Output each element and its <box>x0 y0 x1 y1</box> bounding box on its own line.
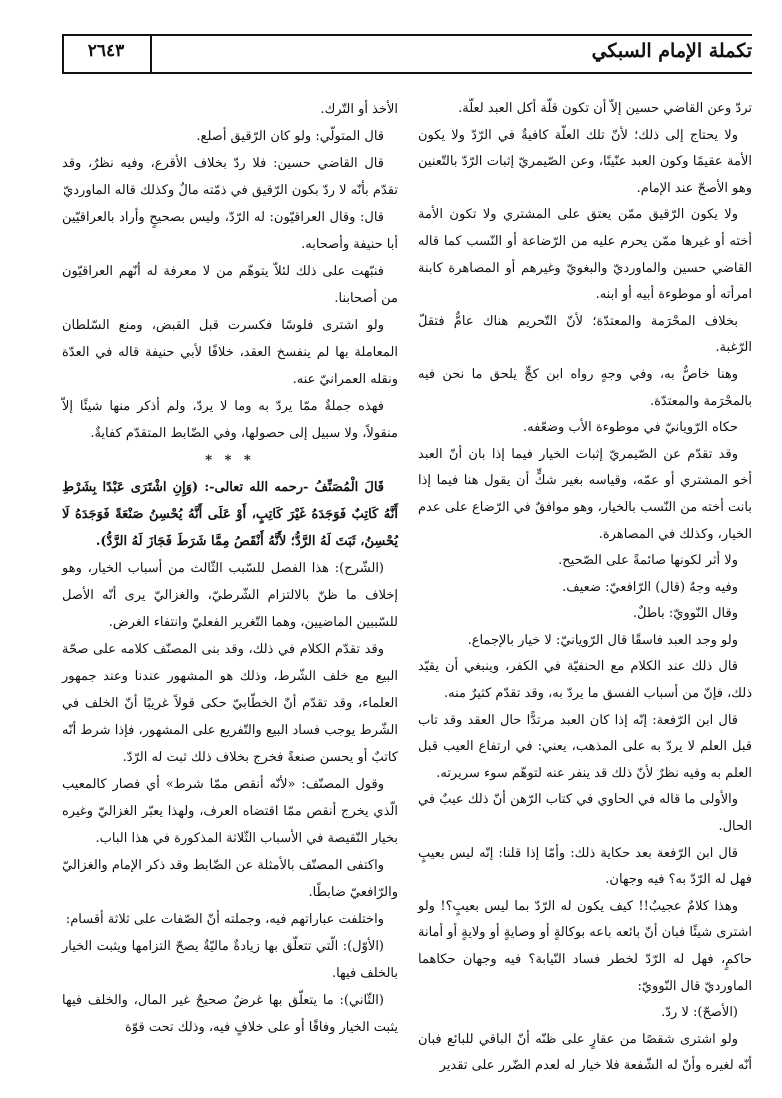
right-column <box>418 96 752 1080</box>
paragraph: قال القاضي حسين: فلا ردّ بخلاف الأقرع، وفيه نظرٌ، وقد تقدّم بأنّه لا ردّ بكون الرّقيق في ذمّته مالٌ وكذلك قاله الماورديّ <box>62 156 398 198</box>
paragraph: والأولى ما قاله في الحاوي في كتاب الرّهن أنّ ذلك عيبٌ في الحال. <box>418 792 752 835</box>
paragraph: وهذا كلامٌ عجيبٌ!! كيف يكون له الرّدّ بما ليس بعيبٍ؟! ولو اشترى شيئًا فبان أنّ بائعه باعه بوكالةٍ أو وصايةٍ أو ولايةٍ أو أمانة حاكمٍ، فهل له الرّدّ لخطر فساد النّيابة؟ فيه وجهان حكاهما الماورديّ قال النّوويّ: <box>418 898 752 994</box>
paragraph: بخلاف المحْرَمة والمعتدّة؛ لأنّ التّحريم هناك عامٌّ فتقلّ الرّغبة. <box>418 313 752 356</box>
page-header <box>62 34 752 74</box>
paragraph: تردّ وعن القاضي حسين إلاّ أن تكون قلّة أكل العبد لعلّة. <box>458 101 752 116</box>
paragraph: (الشّرح): هذا الفصل للسّبب الثّالث من أسباب الخيار، وهو إخلاف ما ظنّ بالالتزام الشّرطيّ، والغزاليّ يرى أنّه الأصل للسّببين الماضيين، وهما التّغرير الفعليّ وانتفاء الغرض. <box>62 561 398 630</box>
header-separator <box>150 34 152 74</box>
paragraph: وقال النّوويّ: باطلٌ. <box>632 606 738 622</box>
paragraph: وقد تقدّم الكلام في ذلك، وقد بنى المصنّف كلامه على صحّة البيع مع خلف الشّرط، وذلك هو المشهور عندنا وعند جمهور العلماء، وقد تقدّم أنّ الخطّابيّ حكى قولاً غريبًا أنّ الخلف في الشّرط يوجب فساد البيع والتّفريع على المشهور، فإذا شرط أنّه كاتبٌ أو يحسن صنعةً فخرج بخلاف ذلك ثبت له الرّدّ. <box>62 642 398 765</box>
header-top-rule <box>62 34 752 36</box>
running-title: تكملة الإمام السبكي <box>591 40 752 62</box>
paragraph: قال ذلك عند الكلام مع الحنفيّة في الكفر، وينبغي أن يقيّد ذلك، فإنّ من أسباب الفسق ما يردّ به، وقد تقدّم كثيرٌ منه. <box>418 659 752 702</box>
paragraph: قال: وقال العراقيّون: له الرّدّ، وليس بصحيحٍ وأراد بالعراقيّين أبا حنيفة وأصحابه. <box>62 210 398 252</box>
paragraph: (الأوّل): الّتي تتعلّق بها زيادةٌ ماليّةٌ يصحّ التزامها ويثبت الخيار بالخلف فيها. <box>62 939 398 981</box>
paragraph: الأخذ أو التّرك. <box>320 102 398 117</box>
paragraph: ولا يكون الرّقيق ممّن يعتق على المشتري ولا تكون الأمة أخته أو غيرها ممّن يحرم عليه من الرّضاعة أو النّسب كما قاله القاضي حسين والماورديّ والبغويّ وغيرهم أو المصاهرة كابنة امرأته أو موطوءة أبيه أو ابنه. <box>418 207 752 303</box>
paragraph: فنبّهت على ذلك لئلاّ يتوهّم من لا معرفة له أنّهم العراقيّون من أصحابنا. <box>62 264 398 306</box>
header-bottom-rule <box>62 72 752 74</box>
paragraph: حكاه الرّويانيّ في موطوءة الأب وضعّفه. <box>523 420 738 436</box>
paragraph: وقول المصنّف: «لأنّه أنقص ممّا شرط» أي فصار كالمعيب الّذي يخرج أنقص ممّا اقتضاه العرف، ولهذا يعبّر الغزاليّ وغيره بخيار النّقيصة في الأسباب الثّلاثة المذكورة في هذا الباب. <box>62 777 398 846</box>
paragraph: وقد تقدّم عن الصّيمريّ إثبات الخيار فيما إذا بان أنّ العبد أخو المشتري أو عمّه، وقياسه بغير شكٍّ أن يقول هنا فيما إذا بانت أخته من النّسب بالخيار، وهو موافقٌ في الرّضاع على عدم الخيار، وكذلك في المصاهرة. <box>418 446 752 542</box>
page-number: ٢٦٤٣ <box>87 41 125 61</box>
paragraph: ولو اشترى فلوسًا فكسرت قبل القبض، ومنع السّلطان المعاملة بها لم ينفسخ العقد، خلافًا لأبي حنيفة قاله في العدّة ونقله العمرانيّ عنه. <box>62 318 398 387</box>
paragraph: واكتفى المصنّف بالأمثلة عن الضّابط وقد ذكر الإمام والغزاليّ والرّافعيّ ضابطًا. <box>62 858 398 900</box>
matn-quote: قَالَ الْمُصَنِّفُ -رحمه الله تعالى-: (وَإِنِ اشْتَرَى عَبْدًا بِشَرْطِ أَنَّهُ كَاتِبٌ فَوَجَدَهُ غَيْرَ كَاتِبٍ، أَوْ عَلَى أَنَّهُ يُحْسِنُ صَنْعَةً فَوَجَدَهُ لَا يُحْسِنُ، ثَبَتَ لَهُ الرَّدُّ؛ لأَنَّهُ أَنْقَصُ مِمَّا شَرَطَ فَجَازَ لَهُ الرَّدُّ). <box>62 480 398 549</box>
paragraph: قال ابن الرّفعة بعد حكاية ذلك: وأمّا إذا قلنا: إنّه ليس بعيبٍ فهل له الرّدّ به؟ فيه وجهان. <box>418 845 752 888</box>
paragraph: فهذه جملةٌ ممّا يردّ به وما لا يردّ، ولم أذكر منها شيئًا إلاّ منقولاً، ولا سبيل إلى حصولها، وفي الضّابط المتقدّم كفايةٌ. <box>62 399 398 441</box>
paragraph: ولو وجد العبد فاسقًا قال الرّويانيّ: لا خيار بالإجماع. <box>467 632 738 648</box>
paragraph: (الثّاني): ما يتعلّق بها غرضٌ صحيحٌ غير المال، والخلف فيها يثبت الخيار وفاقًا أو على خلافٍ فيه، وذلك تحت قوّة <box>62 993 398 1035</box>
paragraph: وهنا خاصٌّ به، وفي وجهٍ رواه ابن كجٍّ يلحق ما نحن فيه بالمحْرَمة والمعتدّة. <box>418 366 752 409</box>
paragraph: (الأصحّ): لا ردّ. <box>661 1005 738 1021</box>
section-divider: * * * <box>205 453 255 468</box>
paragraph: وفيه وجهٌ (قال) الرّافعيّ: ضعيف. <box>562 579 738 595</box>
left-column <box>62 96 398 1041</box>
paragraph: قال ابن الرّفعة: إنّه إذا كان العبد مرتدًّا حال العقد وقد تاب قبل العلم لا يردّ به على المذهب، يعني: في ارتفاع العيب قبل العلم به وفيه نظرٌ لأنّ ذلك قد ينفر عنه لتوهّم سوء سريرته. <box>418 712 752 781</box>
paragraph: واختلفت عباراتهم فيه، وجملته أنّ الصّفات على ثلاثة أقسام: <box>65 912 384 927</box>
paragraph: ولو اشترى شقصًا من عقارٍ على ظنّه أنّ الباقي للبائع فبان أنّه لغيره وأنّ له الشّفعة فلا خيار له لعدم الضّرر على تقدير <box>418 1031 752 1074</box>
paragraph: ولا أثر لكونها صائمةً على الصّحيح. <box>558 553 738 569</box>
paragraph: ولا يحتاج إلى ذلك؛ لأنّ تلك العلّة كافيةٌ في الرّدّ ولا يكون الأمة عقيمًا وكون العبد عنّينًا، وعن الصّيمريّ إثبات الرّدّ بالتّعنين وهو الأصحّ عند الإمام. <box>418 127 752 196</box>
paragraph: قال المتولّي: ولو كان الرّقيق أصلع. <box>196 129 384 144</box>
